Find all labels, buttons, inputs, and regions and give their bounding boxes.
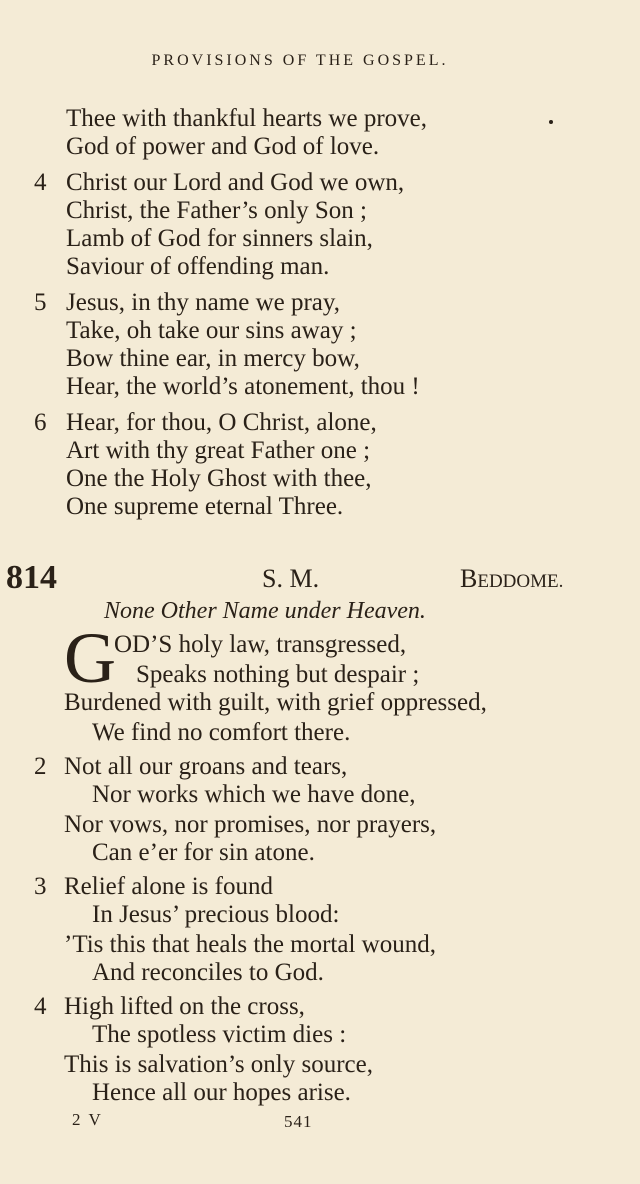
verse-line: One supreme eternal Three. — [66, 493, 344, 520]
verse-line: We find no comfort there. — [92, 719, 351, 746]
print-speck — [549, 120, 553, 124]
verse-line: Thee with thankful hearts we prove, — [66, 105, 427, 132]
verse-line: Take, oh take our sins away ; — [66, 317, 357, 344]
hymn-number: 814 — [6, 559, 57, 596]
verse-line: Hear, the world’s atonement, thou ! — [66, 373, 420, 400]
verse-line: Christ, the Father’s only Son ; — [66, 197, 367, 224]
hymn-author — [460, 562, 563, 599]
signature-mark: 2 V — [72, 1110, 103, 1129]
verse-line: Nor vows, nor promises, nor prayers, — [64, 811, 437, 838]
hymn-subtitle: None Other Name under Heaven. — [104, 598, 426, 624]
verse-line: Hear, for thou, O Christ, alone, — [66, 409, 377, 436]
verse-line: Speaks nothing but despair ; — [136, 661, 420, 688]
verse-line: And reconciles to God. — [92, 959, 324, 986]
author-rest: EDDOME. — [477, 571, 564, 592]
verse-line: High lifted on the cross, — [64, 993, 305, 1020]
verse-line: Saviour of offending man. — [66, 253, 330, 280]
verse-line: Relief alone is found — [64, 873, 273, 900]
verse-line: Not all our groans and tears, — [64, 753, 348, 780]
stanza-number: 4 — [34, 169, 47, 196]
drop-cap: G — [64, 618, 116, 698]
stanza-number: 5 — [34, 289, 47, 316]
verse-line: God of power and God of love. — [66, 133, 380, 160]
hymn-meter: S. M. — [262, 564, 320, 593]
verse-line: Can e’er for sin atone. — [92, 839, 315, 866]
verse-line: Burdened with guilt, with grief oppressed, — [64, 689, 487, 716]
stanza-number: 3 — [34, 873, 47, 900]
page-number: 541 — [284, 1112, 313, 1131]
verse-line: Jesus, in thy name we pray, — [66, 289, 341, 316]
stanza-number: 6 — [34, 409, 47, 436]
author-initial: B — [460, 564, 478, 593]
verse-line: One the Holy Ghost with thee, — [66, 465, 372, 492]
verse-line: This is salvation’s only source, — [64, 1051, 373, 1078]
stanza-number: 2 — [34, 753, 47, 780]
verse-line: ’Tis this that heals the mortal wound, — [64, 931, 436, 958]
verse-line: Lamb of God for sinners slain, — [66, 225, 373, 252]
verse-line: Hence all our hopes arise. — [92, 1079, 351, 1106]
verse-line: Bow thine ear, in mercy bow, — [66, 345, 360, 372]
verse-line: In Jesus’ precious blood: — [92, 901, 340, 928]
verse-line: The spotless victim dies : — [92, 1021, 347, 1048]
verse-line: OD’S holy law, transgressed, — [114, 631, 407, 658]
stanza-number: 4 — [34, 993, 47, 1020]
running-head: PROVISIONS OF THE GOSPEL. — [151, 52, 449, 69]
verse-line: Christ our Lord and God we own, — [66, 169, 405, 196]
verse-line: Nor works which we have done, — [92, 781, 416, 808]
verse-line: Art with thy great Father one ; — [66, 437, 371, 464]
